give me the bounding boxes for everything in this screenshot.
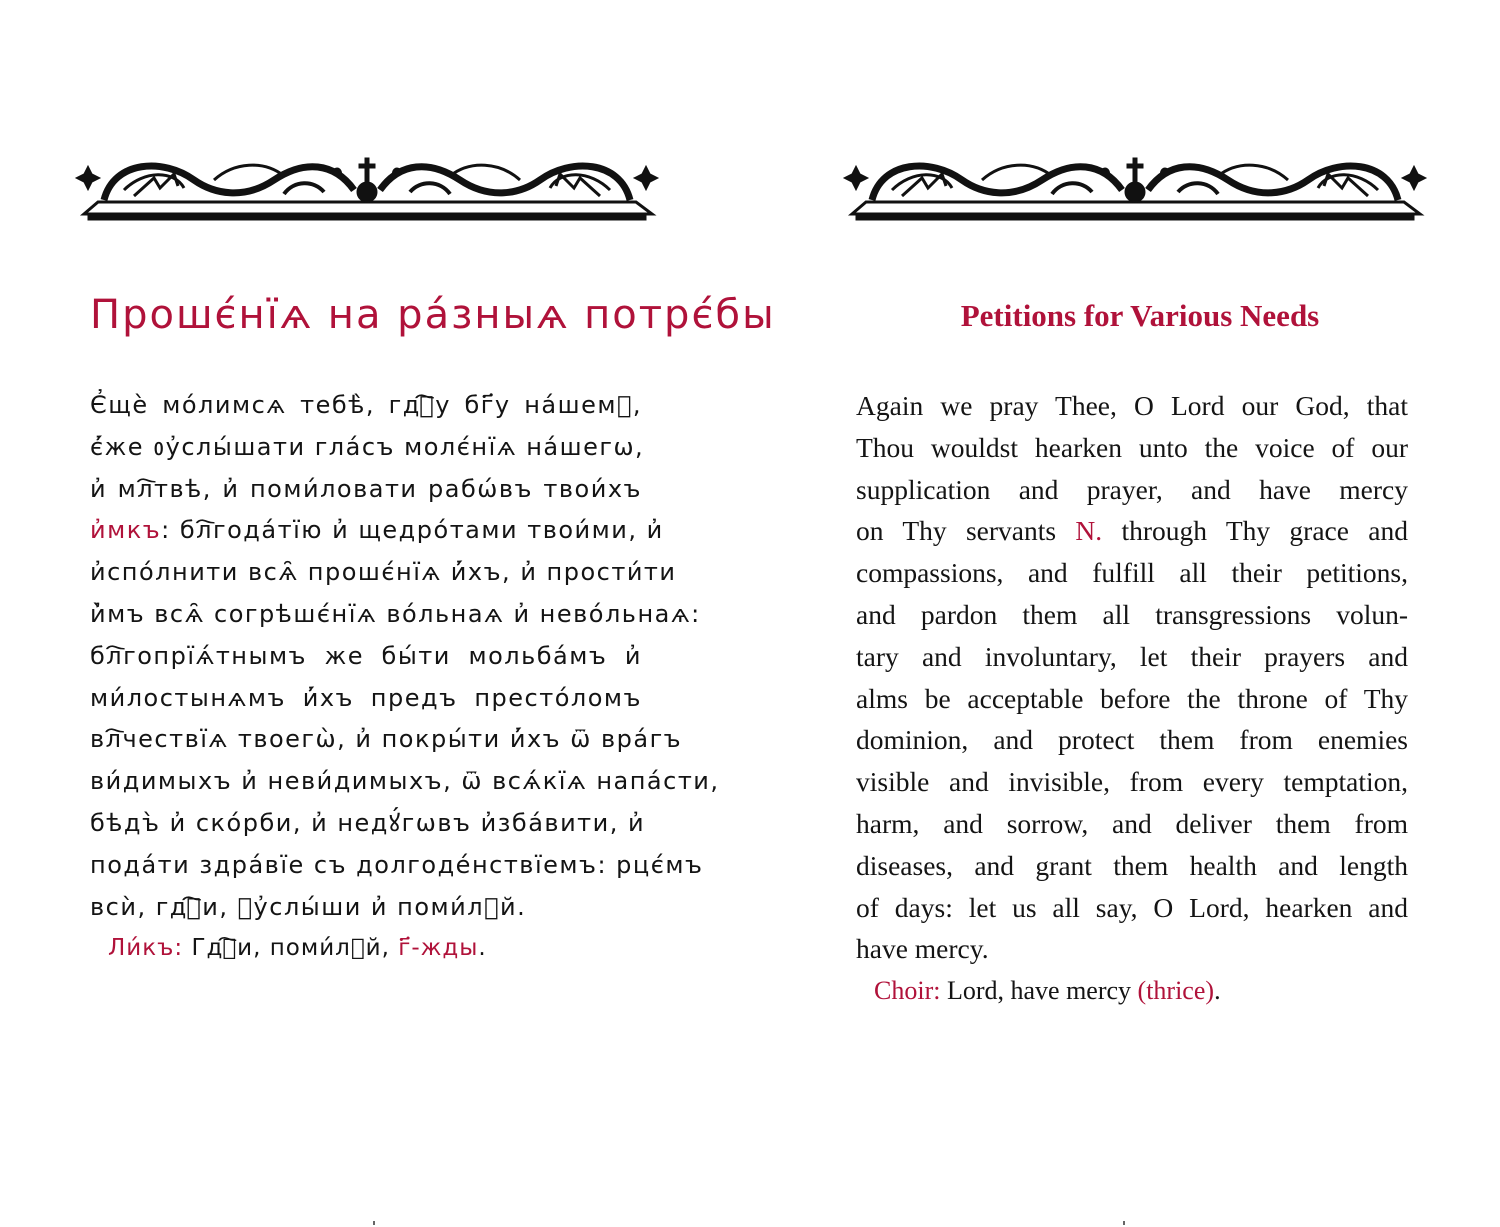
rubric-count: (thrice): [1137, 976, 1215, 1006]
floral-ornament-icon: [74, 150, 660, 222]
text-line: and pardon them all transgressions volun-: [856, 598, 1408, 630]
text-line: diseases, and grant them health and length: [856, 849, 1408, 881]
text-line: have mercy.: [856, 933, 989, 965]
text-line: є҆́же ᲂу҆слы́шати гла́съ молє́нїѧ на́шегѡ,: [90, 432, 645, 461]
petition-text-slavonic: [90, 385, 720, 970]
text-line: tary and involuntary, let their prayers and: [856, 640, 1408, 672]
text-line: Again we pray Thee, O Lord our God, that: [856, 390, 1408, 421]
text-line: visible and invisible, from every temptation,: [856, 766, 1408, 798]
floral-ornament-icon: [842, 150, 1428, 222]
text-line: dominion, and protect them from enemies: [856, 724, 1408, 756]
rubric-label: Ли́къ:: [108, 935, 184, 962]
text-line: harm, and sorrow, and deliver them from: [856, 807, 1408, 839]
text-line: бѣдъ̀ и҆ ско́рби, и҆ недꙋ́гѡвъ и҆зба́вити, и҆: [90, 808, 646, 837]
text-line: Thou wouldst hearken unto the voice of our: [856, 431, 1408, 463]
response-end: .: [1214, 976, 1221, 1006]
right-page-english: [750, 0, 1500, 1227]
text-span: : бл҇года́тїю и҆ щедро́тами твои́ми, и҆: [161, 516, 664, 545]
text-line: Є҆щѐ мо́лимсѧ тебѣ̀, гдⷭ҇у бг҃у на́шемꙋ,: [90, 391, 642, 419]
page-fold-mark: [1123, 1221, 1125, 1225]
rubric-name-placeholder: и҆мкъ: [90, 516, 162, 545]
text-line: compassions, and fulfill all their petitions,: [856, 557, 1408, 589]
response-end: .: [478, 935, 487, 962]
text-line: и҆спо́лнити всѧ̑ прошє́нїѧ и҆́хъ, и҆ прости́ти: [90, 558, 677, 587]
text-line: ми́лостынѧмъ и҆́хъ предъ престо́ломъ: [90, 683, 642, 712]
headpiece-ornament-icon: [74, 150, 660, 222]
text-span: on Thy servants: [856, 515, 1076, 547]
text-line: [856, 510, 1408, 552]
page-title-english: Petitions for Various Needs: [960, 298, 1320, 333]
text-line: supplication and prayer, and have mercy: [856, 473, 1408, 505]
response-text: Гдⷭ҇и, поми́лꙋй,: [183, 935, 399, 962]
rubric-label: Choir:: [874, 976, 941, 1006]
text-line: of days: let us all say, O Lord, hearken and: [856, 891, 1408, 923]
text-line: alms be acceptable before the throne of Thy: [856, 682, 1408, 714]
response-text: Lord, have mercy: [940, 976, 1138, 1006]
text-line: [90, 510, 664, 552]
choir-response-english: [856, 970, 1408, 1012]
page-title-slavonic: Прошє́нїѧ на ра́зныѧ потрє́бы: [90, 292, 776, 338]
rubric-count: г҃-жды: [398, 935, 479, 962]
text-line: и҆ мл҇твѣ, и҆ поми́ловати рабѡ́въ твои́хъ: [90, 474, 642, 503]
text-span: through Thy grace and: [1102, 515, 1408, 547]
page-fold-mark: [373, 1221, 375, 1225]
text-line: и҆̀мъ всѧ̑ согрѣшє́нїѧ во́льнаѧ и҆ нево́льнаѧ:: [90, 599, 701, 628]
choir-response-slavonic: [90, 928, 642, 970]
text-line: ви́димыхъ и҆ неви́димыхъ, ѿ всѧ́кїѧ напа́сти,: [90, 767, 720, 796]
text-line: вл҇чествїѧ твоегѡ̀, и҆ покры́ти и҆́хъ ѿ вра́гъ: [90, 725, 683, 754]
text-line: бл҇гопрїѧ́тнымъ же бы́ти мольба́мъ и҆: [90, 641, 642, 670]
text-line: всѝ, гдⷭ҇и, ᲂу҆слы́ши и҆ поми́лꙋй.: [90, 892, 527, 921]
text-line: пода́ти здра́вїе съ долгоде́нствїемъ: рцє́мъ: [90, 850, 704, 879]
petition-text-english: [856, 385, 1408, 1012]
rubric-name-placeholder: N.: [1075, 515, 1103, 547]
headpiece-ornament-icon: [842, 150, 1428, 222]
